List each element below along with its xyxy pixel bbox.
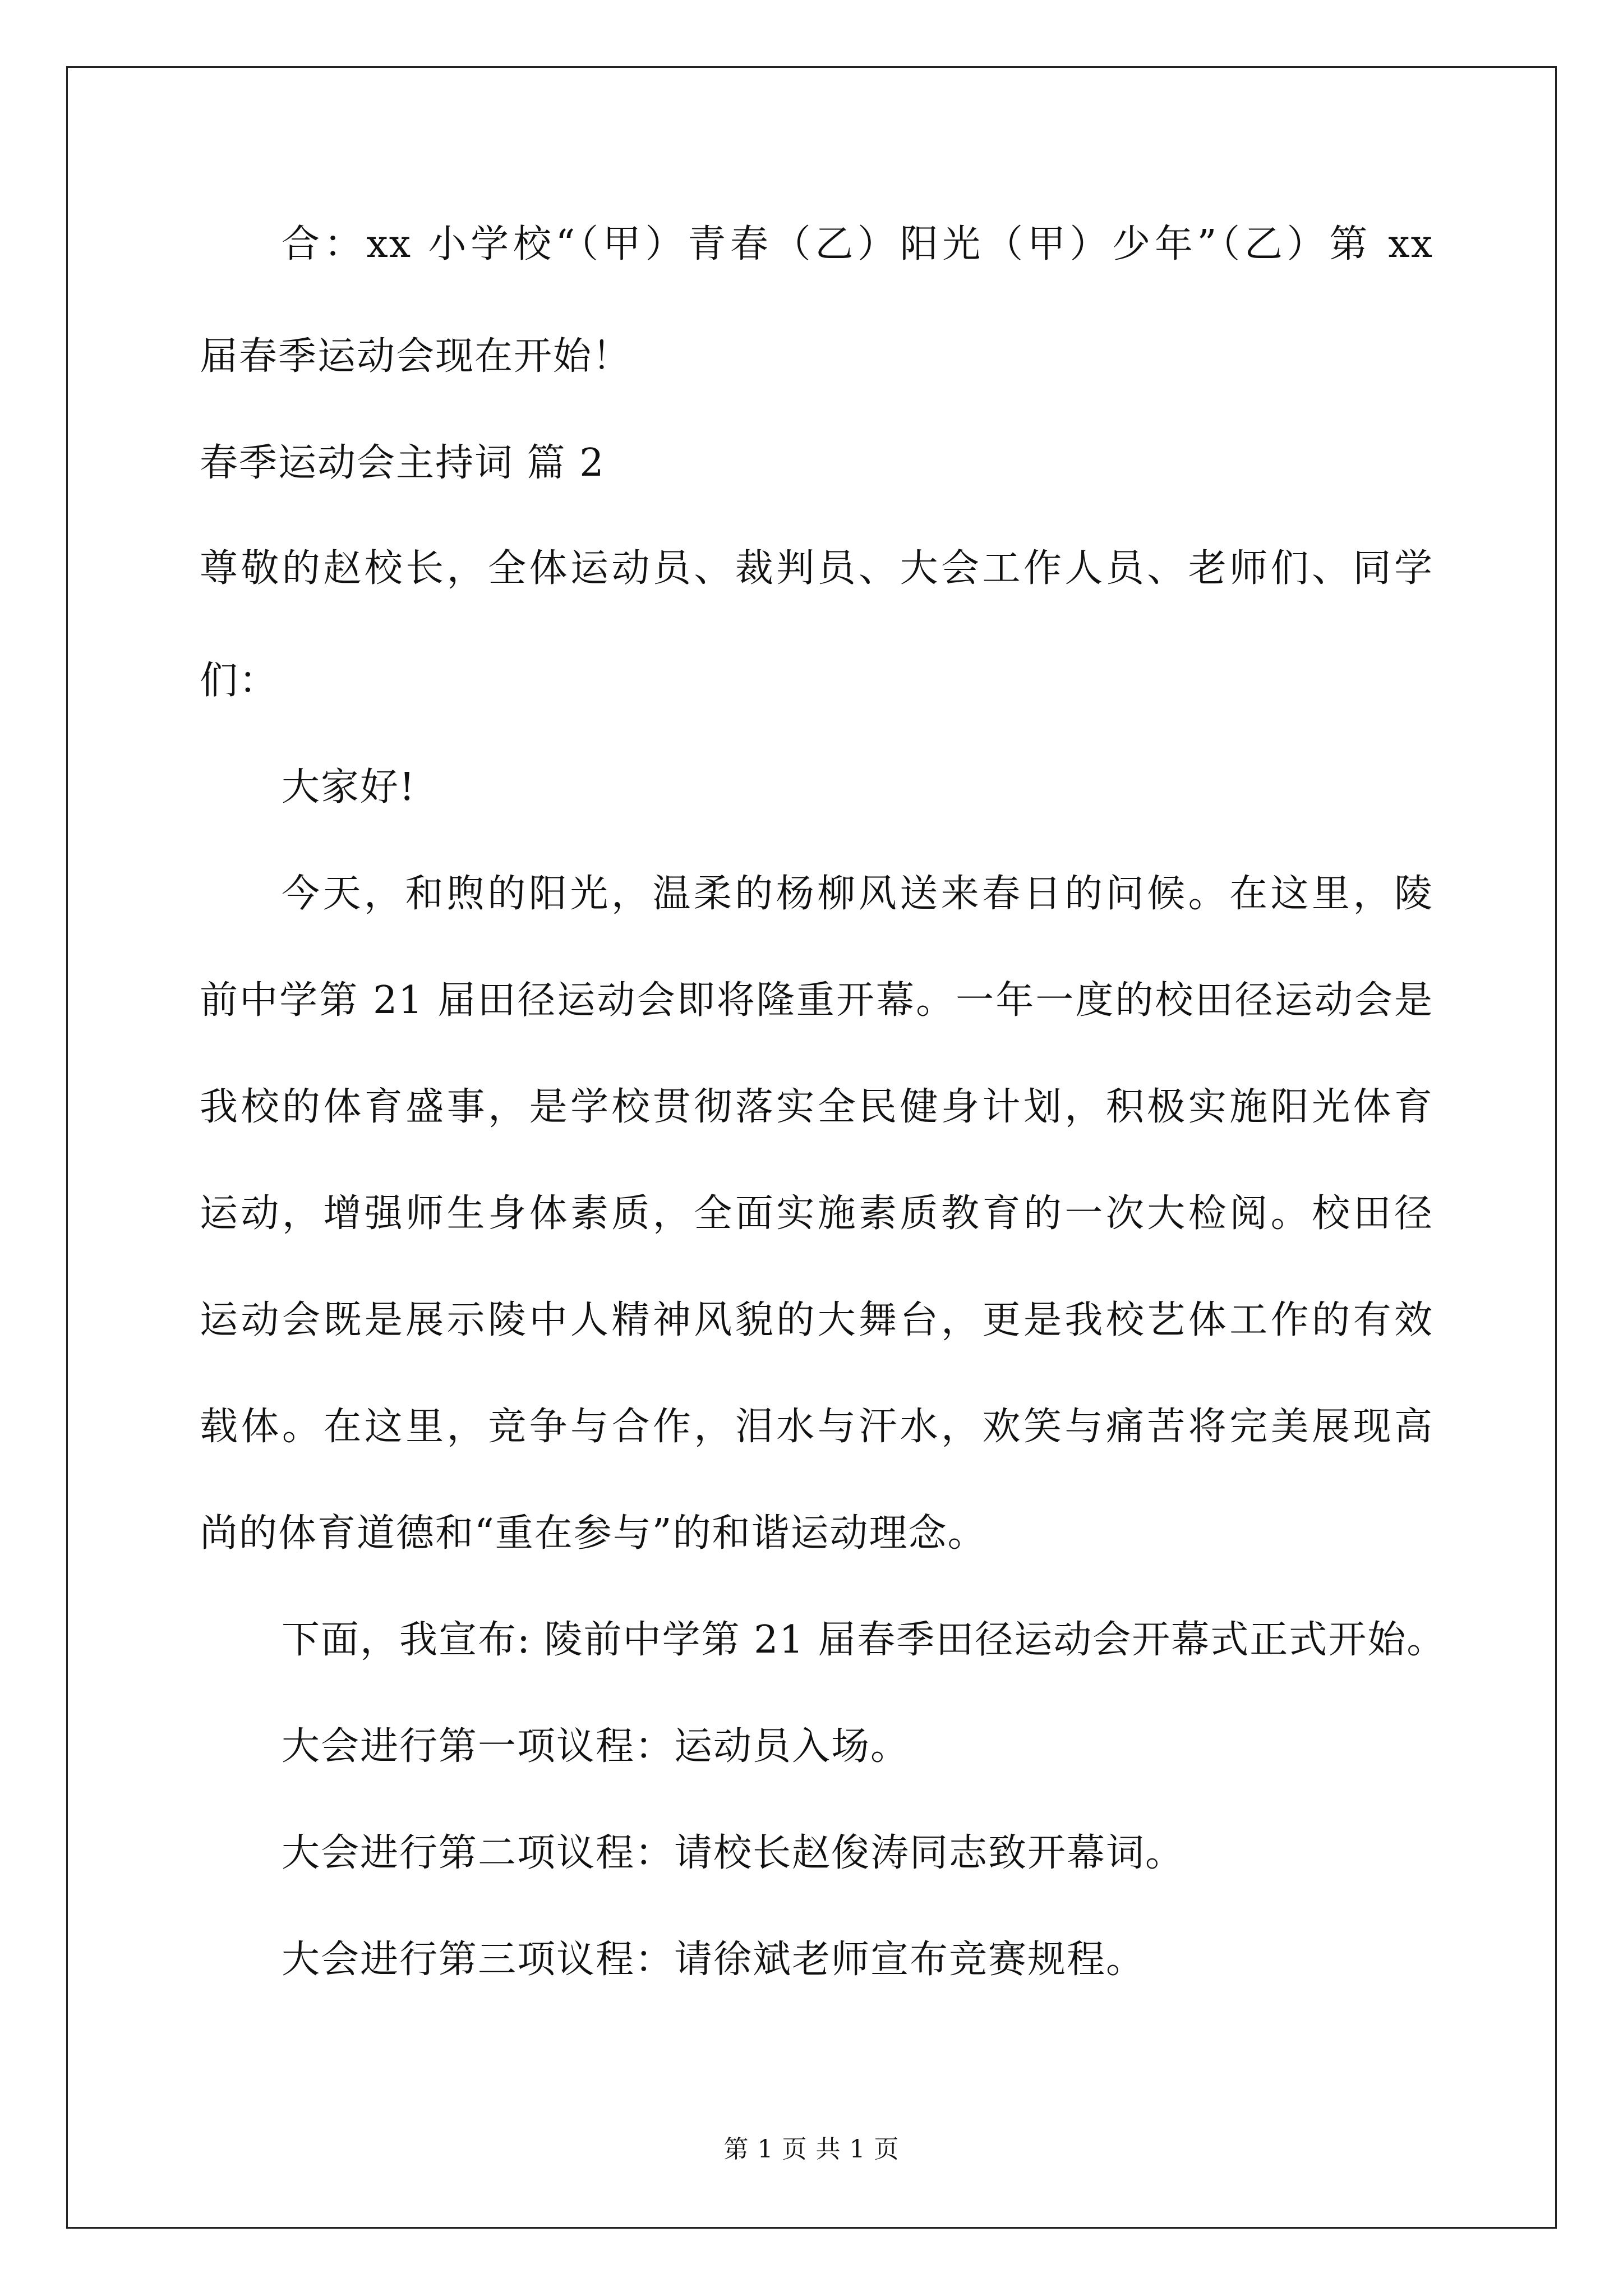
- paragraph-line-7: 尚的体育道德和“重在参与”的和谐运动理念。: [200, 1511, 987, 1556]
- paragraph-line-4: 运动，增强师生身体素质，全面实施素质教育的一次大检阅。校田径: [200, 1191, 1433, 1236]
- text-line-1: 合：xx 小学校“（甲）青春（乙）阳光（甲）少年”（乙）第 xx: [282, 222, 1433, 266]
- agenda-item-2: 大会进行第二项议程：请校长赵俊涛同志致开幕词。: [282, 1831, 1185, 1875]
- paragraph-line-2: 前中学第 21 届田径运动会即将隆重开幕。一年一度的校田径运动会是: [200, 978, 1433, 1023]
- announcement-line: 下面，我宣布: 陵前中学第 21 届春季田径运动会开幕式正式开始。: [282, 1618, 1446, 1662]
- agenda-item-3: 大会进行第三项议程：请徐斌老师宣布竞赛规程。: [282, 1938, 1146, 1982]
- text-line-2: 届春季运动会现在开始！: [200, 334, 632, 379]
- section-heading: 春季运动会主持词 篇 2: [200, 441, 605, 485]
- paragraph-line-1: 今天，和煦的阳光，温柔的杨柳风送来春日的问候。在这里，陵: [282, 872, 1433, 916]
- salutation-line-2: 们：: [200, 659, 279, 703]
- salutation-line-1: 尊敬的赵校长，全体运动员、裁判员、大会工作人员、老师们、同学: [200, 546, 1433, 591]
- agenda-item-1: 大会进行第一项议程：运动员入场。: [282, 1724, 910, 1769]
- page-footer: 第 1 页 共 1 页: [723, 2135, 900, 2164]
- greeting: 大家好!: [282, 765, 416, 809]
- page-border: [66, 66, 1557, 2229]
- paragraph-line-5: 运动会既是展示陵中人精神风貌的大舞台，更是我校艺体工作的有效: [200, 1298, 1433, 1342]
- paragraph-line-6: 载体。在这里，竞争与合作，泪水与汗水，欢笑与痛苦将完美展现高: [200, 1405, 1433, 1449]
- paragraph-line-3: 我校的体育盛事，是学校贯彻落实全民健身计划，积极实施阳光体育: [200, 1085, 1433, 1129]
